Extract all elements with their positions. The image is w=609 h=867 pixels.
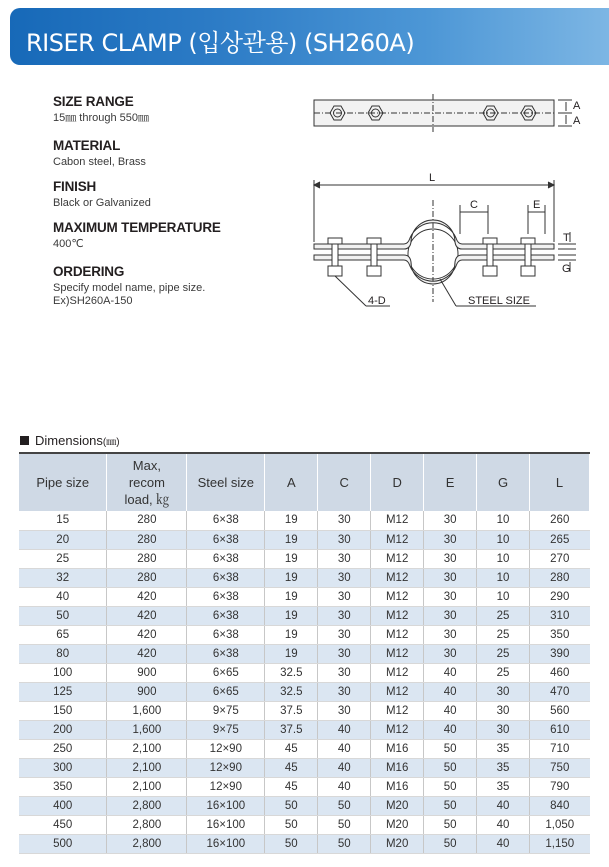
table-cell: 19 [265,568,318,587]
table-cell: M12 [371,701,424,720]
table-cell: 12×90 [187,777,265,796]
table-cell: 30 [318,511,371,530]
dim-label-4d: 4-D [368,295,386,307]
table-cell: 6×38 [187,606,265,625]
dim-label-t: T [563,232,570,244]
spec-finish [53,179,151,210]
table-cell: 50 [424,834,477,853]
table-row [19,701,590,720]
table-cell: 310 [530,606,590,625]
table-cell: 2,100 [107,758,187,777]
column-header: Max, recom load, ㎏ [107,453,187,511]
dimensions-title-text: Dimensions [35,433,103,448]
table-cell: 280 [107,568,187,587]
table-cell: 50 [265,834,318,853]
table-cell: M12 [371,587,424,606]
table-cell: 45 [265,739,318,758]
table-cell: 30 [318,606,371,625]
table-cell: 65 [19,625,107,644]
column-header: G [477,453,530,511]
table-cell: M12 [371,663,424,682]
table-cell: 40 [424,682,477,701]
table-cell: 30 [318,644,371,663]
dim-label-c: C [470,199,478,211]
table-cell: 80 [19,644,107,663]
table-row [19,758,590,777]
table-cell: M12 [371,720,424,739]
table-cell: 280 [107,530,187,549]
table-cell: M20 [371,815,424,834]
table-cell: 2,800 [107,834,187,853]
table-cell: 12×90 [187,758,265,777]
table-cell: 260 [530,511,590,530]
spec-value: Cabon steel, Brass [53,156,146,168]
table-cell: 9×75 [187,701,265,720]
table-cell: 290 [530,587,590,606]
table-cell: 19 [265,644,318,663]
spec-value-line1: Specify model name, pipe size. [53,282,206,294]
table-cell: 40 [477,815,530,834]
table-cell: 6×38 [187,530,265,549]
table-cell: 50 [318,834,371,853]
table-cell: 30 [424,511,477,530]
table-cell: 40 [477,834,530,853]
dim-label-g: G [562,263,571,275]
table-cell: 16×100 [187,815,265,834]
table-cell: 30 [318,530,371,549]
table-cell: 40 [318,758,371,777]
table-cell: 280 [530,568,590,587]
table-cell: 560 [530,701,590,720]
table-cell: 19 [265,625,318,644]
table-cell: 30 [318,587,371,606]
table-cell: 125 [19,682,107,701]
table-cell: 12×90 [187,739,265,758]
spec-label: SIZE RANGE [53,94,134,109]
table-cell: 19 [265,530,318,549]
table-cell: 30 [477,682,530,701]
table-cell: 30 [318,663,371,682]
table-cell: 40 [424,663,477,682]
table-cell: 420 [107,644,187,663]
table-cell: 450 [19,815,107,834]
dimensions-unit: (㎜) [102,437,120,448]
table-cell: 30 [424,606,477,625]
table-cell: 30 [424,549,477,568]
table-row [19,606,590,625]
table-cell: M16 [371,777,424,796]
table-cell: 45 [265,777,318,796]
table-row [19,644,590,663]
table-cell: 2,800 [107,796,187,815]
spec-size-range [53,94,149,125]
table-cell: 35 [477,739,530,758]
table-cell: 6×65 [187,682,265,701]
table-header-row [19,453,590,511]
table-cell: 19 [265,587,318,606]
table-cell: 250 [19,739,107,758]
table-cell: 6×38 [187,511,265,530]
table-cell: 280 [107,511,187,530]
spec-value: Black or Galvanized [53,197,151,209]
table-cell: 750 [530,758,590,777]
spec-ordering [53,264,205,308]
table-cell: 9×75 [187,720,265,739]
table-cell: 6×38 [187,568,265,587]
table-cell: 30 [318,625,371,644]
table-cell: 1,600 [107,701,187,720]
column-header: A [265,453,318,511]
title-bar [10,8,609,65]
table-cell: 20 [19,530,107,549]
table-cell: 900 [107,663,187,682]
dim-label-l: L [429,172,436,184]
table-cell: 420 [107,606,187,625]
table-cell: 6×38 [187,625,265,644]
table-cell: 100 [19,663,107,682]
table-row [19,511,590,530]
table-cell: 710 [530,739,590,758]
table-cell: 50 [424,815,477,834]
table-cell: 40 [424,720,477,739]
table-cell: 50 [265,796,318,815]
table-cell: 6×65 [187,663,265,682]
table-row [19,682,590,701]
table-cell: 25 [19,549,107,568]
table-cell: 6×38 [187,587,265,606]
table-cell: M12 [371,549,424,568]
table-row [19,834,590,853]
table-row [19,587,590,606]
table-cell: 6×38 [187,549,265,568]
table-cell: M12 [371,530,424,549]
table-cell: 2,100 [107,777,187,796]
table-cell: 25 [477,625,530,644]
dim-label-a: A [573,115,581,127]
table-cell: 40 [477,796,530,815]
table-cell: 35 [477,777,530,796]
table-cell: 50 [265,815,318,834]
table-cell: 2,800 [107,815,187,834]
table-cell: 37.5 [265,720,318,739]
table-cell: 900 [107,682,187,701]
table-cell: 50 [424,777,477,796]
dim-label-steel-size: STEEL SIZE [468,295,530,307]
table-cell: 50 [318,815,371,834]
table-cell: 30 [477,720,530,739]
table-cell: M16 [371,739,424,758]
table-cell: 10 [477,587,530,606]
table-cell: 30 [318,549,371,568]
table-cell: 16×100 [187,796,265,815]
table-cell: 470 [530,682,590,701]
square-bullet-icon [20,436,29,445]
table-cell: 280 [107,549,187,568]
table-cell: 2,100 [107,739,187,758]
table-cell: 10 [477,530,530,549]
table-cell: 460 [530,663,590,682]
table-cell: 35 [477,758,530,777]
table-cell: 10 [477,568,530,587]
table-cell: 25 [477,606,530,625]
table-row [19,777,590,796]
table-cell: 500 [19,834,107,853]
table-cell: 19 [265,606,318,625]
spec-material [53,138,146,169]
table-cell: 50 [19,606,107,625]
table-cell: 19 [265,511,318,530]
table-cell: M12 [371,682,424,701]
table-cell: 150 [19,701,107,720]
table-row [19,568,590,587]
dim-label-a: A [573,100,581,112]
table-cell: M12 [371,606,424,625]
table-cell: 37.5 [265,701,318,720]
table-cell: M12 [371,511,424,530]
table-cell: 15 [19,511,107,530]
table-cell: 40 [318,739,371,758]
table-cell: 30 [424,530,477,549]
table-cell: 40 [424,701,477,720]
table-cell: 50 [424,796,477,815]
table-row [19,796,590,815]
spec-value: 15㎜ through 550㎜ [53,112,150,124]
column-header: Steel size [187,453,265,511]
table-cell: 265 [530,530,590,549]
table-cell: 30 [424,568,477,587]
table-cell: 16×100 [187,834,265,853]
table-cell: 30 [477,701,530,720]
table-cell: 390 [530,644,590,663]
page-title: RISER CLAMP (입상관용) (SH260A) [26,29,415,57]
table-cell: 350 [19,777,107,796]
dimensions-title [20,433,120,448]
table-cell: 32.5 [265,682,318,701]
column-header: C [318,453,371,511]
table-cell: 840 [530,796,590,815]
table-row [19,530,590,549]
table-cell: 45 [265,758,318,777]
table-cell: M12 [371,568,424,587]
table-cell: 40 [19,587,107,606]
table-cell: M16 [371,758,424,777]
table-cell: 30 [424,644,477,663]
table-cell: 6×38 [187,644,265,663]
table-cell: 50 [424,758,477,777]
table-cell: 300 [19,758,107,777]
table-cell: M20 [371,834,424,853]
table-cell: 19 [265,549,318,568]
column-header: D [371,453,424,511]
table-cell: 420 [107,625,187,644]
table-cell: 25 [477,663,530,682]
table-row [19,625,590,644]
table-cell: M12 [371,625,424,644]
table-cell: 40 [318,777,371,796]
table-row [19,815,590,834]
spec-value: 400℃ [53,238,84,250]
spec-label: MAXIMUM TEMPERATURE [53,220,221,235]
column-header: Pipe size [19,453,107,511]
table-cell: 30 [424,625,477,644]
spec-label: FINISH [53,179,97,194]
table-cell: M20 [371,796,424,815]
table-cell: 50 [424,739,477,758]
column-header: L [530,453,590,511]
clamp-drawing [300,92,600,322]
dim-label-e: E [533,199,541,211]
table-cell: 30 [318,682,371,701]
table-cell: 200 [19,720,107,739]
spec-value-line2: Ex)SH260A-150 [53,295,133,307]
spec-label: ORDERING [53,264,125,279]
spec-max-temperature [53,220,221,251]
table-cell: 10 [477,549,530,568]
table-cell: 610 [530,720,590,739]
dimensions-table [19,452,590,854]
table-cell: 1,600 [107,720,187,739]
table-cell: 32.5 [265,663,318,682]
column-header: E [424,453,477,511]
table-cell: 1,150 [530,834,590,853]
table-cell: M12 [371,644,424,663]
spec-label: MATERIAL [53,138,121,153]
table-cell: 50 [318,796,371,815]
table-cell: 30 [424,587,477,606]
table-row [19,720,590,739]
table-cell: 270 [530,549,590,568]
table-cell: 25 [477,644,530,663]
table-cell: 32 [19,568,107,587]
table-cell: 420 [107,587,187,606]
table-cell: 10 [477,511,530,530]
table-cell: 790 [530,777,590,796]
table-cell: 1,050 [530,815,590,834]
table-cell: 40 [318,720,371,739]
table-cell: 30 [318,568,371,587]
table-cell: 30 [318,701,371,720]
table-row [19,663,590,682]
table-cell: 400 [19,796,107,815]
table-row [19,549,590,568]
table-row [19,739,590,758]
table-cell: 350 [530,625,590,644]
